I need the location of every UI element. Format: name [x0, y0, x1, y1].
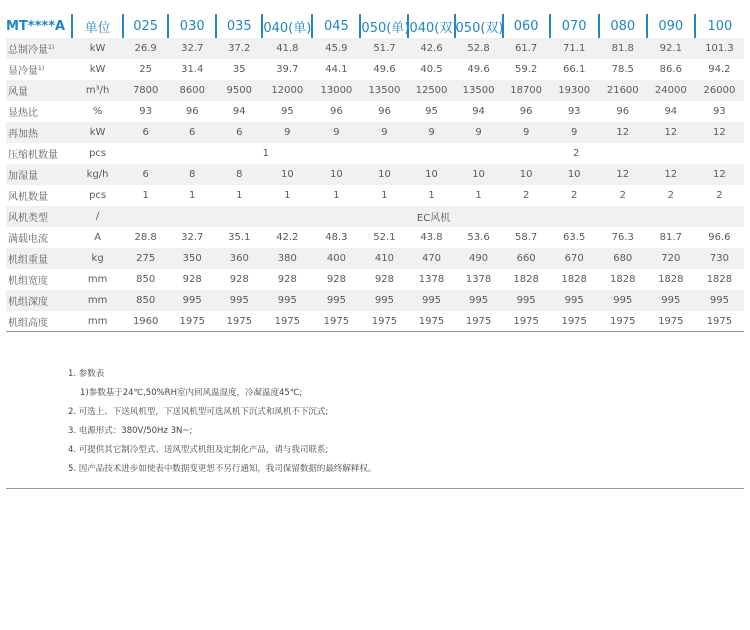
value-cell: 995: [455, 290, 503, 311]
value-cell: 12: [599, 122, 647, 143]
value-cell: 995: [408, 290, 454, 311]
table-row: [6, 122, 744, 143]
value-cell: 9: [360, 122, 408, 143]
value-cell: 96: [312, 101, 360, 122]
param-label: [6, 311, 72, 332]
value-cell: 10: [455, 164, 503, 185]
model-col-header: 040(单): [262, 14, 312, 38]
unit-cell: m³/h: [72, 80, 123, 101]
value-cell: 1: [123, 185, 168, 206]
value-cell: 2: [550, 185, 599, 206]
param-label: [6, 143, 72, 164]
value-cell: 18700: [503, 80, 550, 101]
value-cell: 49.6: [455, 59, 503, 80]
value-cell: 13000: [312, 80, 360, 101]
value-cell: 86.6: [647, 59, 695, 80]
param-label-text: 机组深度: [8, 297, 48, 308]
param-label-text: 压缩机数量: [8, 150, 58, 161]
param-label-text: 风机数量: [8, 192, 48, 203]
param-label-text: 显冷量: [8, 66, 38, 77]
value-cell: 10: [550, 164, 599, 185]
unit-cell: /: [72, 206, 123, 227]
value-cell: 49.6: [360, 59, 408, 80]
value-cell: 21600: [599, 80, 647, 101]
value-cell: 76.3: [599, 227, 647, 248]
value-cell: 24000: [647, 80, 695, 101]
unit-cell: kW: [72, 38, 123, 59]
value-cell: 350: [168, 248, 216, 269]
value-cell: 1: [216, 185, 262, 206]
param-label-text: 风量: [8, 87, 28, 98]
value-cell: 928: [216, 269, 262, 290]
value-cell: 81.8: [599, 38, 647, 59]
value-cell: 2: [695, 185, 744, 206]
param-label-text: 总制冷量: [8, 45, 48, 56]
value-cell: 6: [216, 122, 262, 143]
model-col-header: 080: [599, 14, 647, 38]
value-cell: 995: [312, 290, 360, 311]
merged-value-cell: 2: [408, 143, 744, 164]
value-cell: 10: [408, 164, 454, 185]
value-cell: 81.7: [647, 227, 695, 248]
value-cell: 66.1: [550, 59, 599, 80]
param-label: [6, 38, 72, 59]
notes-bottom-rule: [6, 488, 744, 489]
footnote-ref: 1): [38, 65, 45, 72]
value-cell: 12: [695, 122, 744, 143]
table-row: [6, 227, 744, 248]
param-label-text: 机组重量: [8, 255, 48, 266]
value-cell: 7800: [123, 80, 168, 101]
param-label-text: 再加热: [8, 129, 38, 140]
param-label: [6, 185, 72, 206]
model-col-header: 070: [550, 14, 599, 38]
value-cell: 850: [123, 290, 168, 311]
value-cell: 1975: [168, 311, 216, 332]
unit-cell: pcs: [72, 143, 123, 164]
value-cell: 1975: [312, 311, 360, 332]
value-cell: 8600: [168, 80, 216, 101]
value-cell: 8: [168, 164, 216, 185]
value-cell: 1975: [360, 311, 408, 332]
model-header: MT****A: [6, 18, 66, 34]
table-row: [6, 38, 744, 59]
value-cell: 928: [360, 269, 408, 290]
table-row: [6, 185, 744, 206]
param-label: [6, 122, 72, 143]
table-row: [6, 164, 744, 185]
value-cell: 1: [408, 185, 454, 206]
param-label-text: 风机类型: [8, 213, 48, 224]
value-cell: 670: [550, 248, 599, 269]
value-cell: 1975: [216, 311, 262, 332]
value-cell: 9: [503, 122, 550, 143]
value-cell: 360: [216, 248, 262, 269]
value-cell: 42.6: [408, 38, 454, 59]
unit-cell: kg: [72, 248, 123, 269]
value-cell: 720: [647, 248, 695, 269]
value-cell: 9500: [216, 80, 262, 101]
value-cell: 26.9: [123, 38, 168, 59]
value-cell: 12: [647, 164, 695, 185]
unit-cell: kg/h: [72, 164, 123, 185]
value-cell: 1975: [647, 311, 695, 332]
model-col-header: 050(双): [455, 14, 503, 38]
value-cell: 94.2: [695, 59, 744, 80]
value-cell: 1828: [503, 269, 550, 290]
value-cell: 1975: [550, 311, 599, 332]
table-bottom-rule: [6, 331, 744, 332]
table-row: [6, 59, 744, 80]
value-cell: 19300: [550, 80, 599, 101]
param-label: [6, 290, 72, 311]
value-cell: 1975: [262, 311, 312, 332]
param-label: [6, 206, 72, 227]
value-cell: 32.7: [168, 38, 216, 59]
value-cell: 45.9: [312, 38, 360, 59]
value-cell: 1960: [123, 311, 168, 332]
unit-header: 单位: [72, 14, 123, 38]
note-line: 2. 可选上、下送风机型，下送风机型可选风机下沉式和风机不下沉式;: [68, 407, 329, 417]
value-cell: 6: [123, 122, 168, 143]
value-cell: 96.6: [695, 227, 744, 248]
value-cell: 1828: [550, 269, 599, 290]
value-cell: 12: [599, 164, 647, 185]
value-cell: 44.1: [312, 59, 360, 80]
value-cell: 96: [168, 101, 216, 122]
value-cell: 10: [503, 164, 550, 185]
value-cell: 9: [262, 122, 312, 143]
value-cell: 995: [647, 290, 695, 311]
value-cell: 850: [123, 269, 168, 290]
value-cell: 1828: [599, 269, 647, 290]
value-cell: 25: [123, 59, 168, 80]
value-cell: 928: [312, 269, 360, 290]
value-cell: 13500: [360, 80, 408, 101]
value-cell: 71.1: [550, 38, 599, 59]
value-cell: 101.3: [695, 38, 744, 59]
value-cell: 52.8: [455, 38, 503, 59]
value-cell: 2: [503, 185, 550, 206]
merged-value-cell: 1: [123, 143, 408, 164]
note-line: 3. 电源形式：380V/50Hz 3N~;: [68, 426, 193, 436]
value-cell: 78.5: [599, 59, 647, 80]
value-cell: 40.5: [408, 59, 454, 80]
value-cell: 39.7: [262, 59, 312, 80]
spec-table: [6, 14, 744, 332]
note-line: 4. 可提供其它制冷型式、送风型式机组及定制化产品，请与我司联系;: [68, 445, 329, 455]
value-cell: 660: [503, 248, 550, 269]
note-line: 1)参数基于24℃,50%RH室内回风温湿度，冷凝温度45℃;: [80, 388, 303, 398]
value-cell: 26000: [695, 80, 744, 101]
value-cell: 96: [599, 101, 647, 122]
unit-cell: mm: [72, 269, 123, 290]
value-cell: 32.7: [168, 227, 216, 248]
model-col-header: 060: [503, 14, 550, 38]
param-label: [6, 80, 72, 101]
value-cell: 995: [168, 290, 216, 311]
value-cell: 59.2: [503, 59, 550, 80]
unit-cell: %: [72, 101, 123, 122]
value-cell: 995: [503, 290, 550, 311]
model-col-header: 045: [312, 14, 360, 38]
value-cell: 93: [550, 101, 599, 122]
value-cell: 1: [360, 185, 408, 206]
value-cell: 490: [455, 248, 503, 269]
value-cell: 96: [360, 101, 408, 122]
value-cell: 8: [216, 164, 262, 185]
table-row: [6, 311, 744, 332]
value-cell: 1975: [455, 311, 503, 332]
value-cell: 1975: [503, 311, 550, 332]
value-cell: 6: [168, 122, 216, 143]
footnote-ref: 1): [48, 44, 55, 51]
value-cell: 35: [216, 59, 262, 80]
value-cell: 35.1: [216, 227, 262, 248]
value-cell: 1: [262, 185, 312, 206]
value-cell: 94: [647, 101, 695, 122]
model-col-header: 100: [695, 14, 744, 38]
value-cell: 95: [262, 101, 312, 122]
value-cell: 31.4: [168, 59, 216, 80]
value-cell: 93: [123, 101, 168, 122]
param-label: [6, 101, 72, 122]
value-cell: 9: [408, 122, 454, 143]
unit-cell: pcs: [72, 185, 123, 206]
value-cell: 93: [695, 101, 744, 122]
param-label: [6, 227, 72, 248]
value-cell: 10: [262, 164, 312, 185]
value-cell: 1378: [455, 269, 503, 290]
value-cell: 2: [647, 185, 695, 206]
value-cell: 12000: [262, 80, 312, 101]
value-cell: 9: [550, 122, 599, 143]
param-label: [6, 164, 72, 185]
value-cell: 94: [455, 101, 503, 122]
value-cell: 995: [550, 290, 599, 311]
value-cell: 95: [408, 101, 454, 122]
value-cell: 1975: [695, 311, 744, 332]
param-label: [6, 269, 72, 290]
value-cell: 2: [599, 185, 647, 206]
merged-value-cell: EC风机: [123, 206, 744, 227]
value-cell: 94: [216, 101, 262, 122]
value-cell: 63.5: [550, 227, 599, 248]
value-cell: 51.7: [360, 38, 408, 59]
table-row: [6, 248, 744, 269]
value-cell: 12: [647, 122, 695, 143]
model-col-header: 050(单): [360, 14, 408, 38]
value-cell: 1975: [408, 311, 454, 332]
value-cell: 1828: [647, 269, 695, 290]
model-col-header: 035: [216, 14, 262, 38]
model-col-header: 025: [123, 14, 168, 38]
value-cell: 58.7: [503, 227, 550, 248]
value-cell: 275: [123, 248, 168, 269]
value-cell: 13500: [455, 80, 503, 101]
table-row: [6, 80, 744, 101]
param-label-text: 机组高度: [8, 318, 48, 329]
value-cell: 92.1: [647, 38, 695, 59]
value-cell: 410: [360, 248, 408, 269]
value-cell: 61.7: [503, 38, 550, 59]
note-line: 5. 因产品技术进步如使表中数据变更恕不另行通知，我司保留数据的最终解释权。: [68, 464, 377, 474]
param-label-text: 机组宽度: [8, 276, 48, 287]
model-col-header: 040(双): [408, 14, 454, 38]
value-cell: 43.8: [408, 227, 454, 248]
value-cell: 995: [599, 290, 647, 311]
value-cell: 1378: [408, 269, 454, 290]
value-cell: 42.2: [262, 227, 312, 248]
value-cell: 1: [168, 185, 216, 206]
value-cell: 730: [695, 248, 744, 269]
value-cell: 1828: [695, 269, 744, 290]
spec-body: [6, 38, 744, 332]
value-cell: 41.8: [262, 38, 312, 59]
table-row: [6, 101, 744, 122]
value-cell: 52.1: [360, 227, 408, 248]
value-cell: 10: [312, 164, 360, 185]
value-cell: 9: [455, 122, 503, 143]
table-row: [6, 143, 744, 164]
param-label: [6, 59, 72, 80]
value-cell: 1: [312, 185, 360, 206]
table-row: [6, 269, 744, 290]
value-cell: 12500: [408, 80, 454, 101]
value-cell: 48.3: [312, 227, 360, 248]
value-cell: 400: [312, 248, 360, 269]
unit-cell: mm: [72, 311, 123, 332]
value-cell: 995: [216, 290, 262, 311]
unit-cell: kW: [72, 59, 123, 80]
value-cell: 53.6: [455, 227, 503, 248]
value-cell: 96: [503, 101, 550, 122]
notes-section: [68, 365, 376, 479]
value-cell: 1975: [599, 311, 647, 332]
param-label-text: 加湿量: [8, 171, 38, 182]
value-cell: 1: [455, 185, 503, 206]
value-cell: 470: [408, 248, 454, 269]
value-cell: 9: [312, 122, 360, 143]
value-cell: 37.2: [216, 38, 262, 59]
unit-cell: A: [72, 227, 123, 248]
unit-cell: kW: [72, 122, 123, 143]
model-col-header: 090: [647, 14, 695, 38]
value-cell: 28.8: [123, 227, 168, 248]
value-cell: 995: [360, 290, 408, 311]
header-row: [6, 14, 744, 38]
param-label-text: 满载电流: [8, 234, 48, 245]
unit-cell: mm: [72, 290, 123, 311]
model-col-header: 030: [168, 14, 216, 38]
note-line: 1. 参数表: [68, 369, 105, 379]
value-cell: 6: [123, 164, 168, 185]
value-cell: 680: [599, 248, 647, 269]
param-label-text: 显热比: [8, 108, 38, 119]
param-label: [6, 248, 72, 269]
value-cell: 995: [695, 290, 744, 311]
value-cell: 10: [360, 164, 408, 185]
table-row: [6, 206, 744, 227]
value-cell: 12: [695, 164, 744, 185]
value-cell: 928: [168, 269, 216, 290]
table-row: [6, 290, 744, 311]
value-cell: 995: [262, 290, 312, 311]
value-cell: 380: [262, 248, 312, 269]
value-cell: 928: [262, 269, 312, 290]
